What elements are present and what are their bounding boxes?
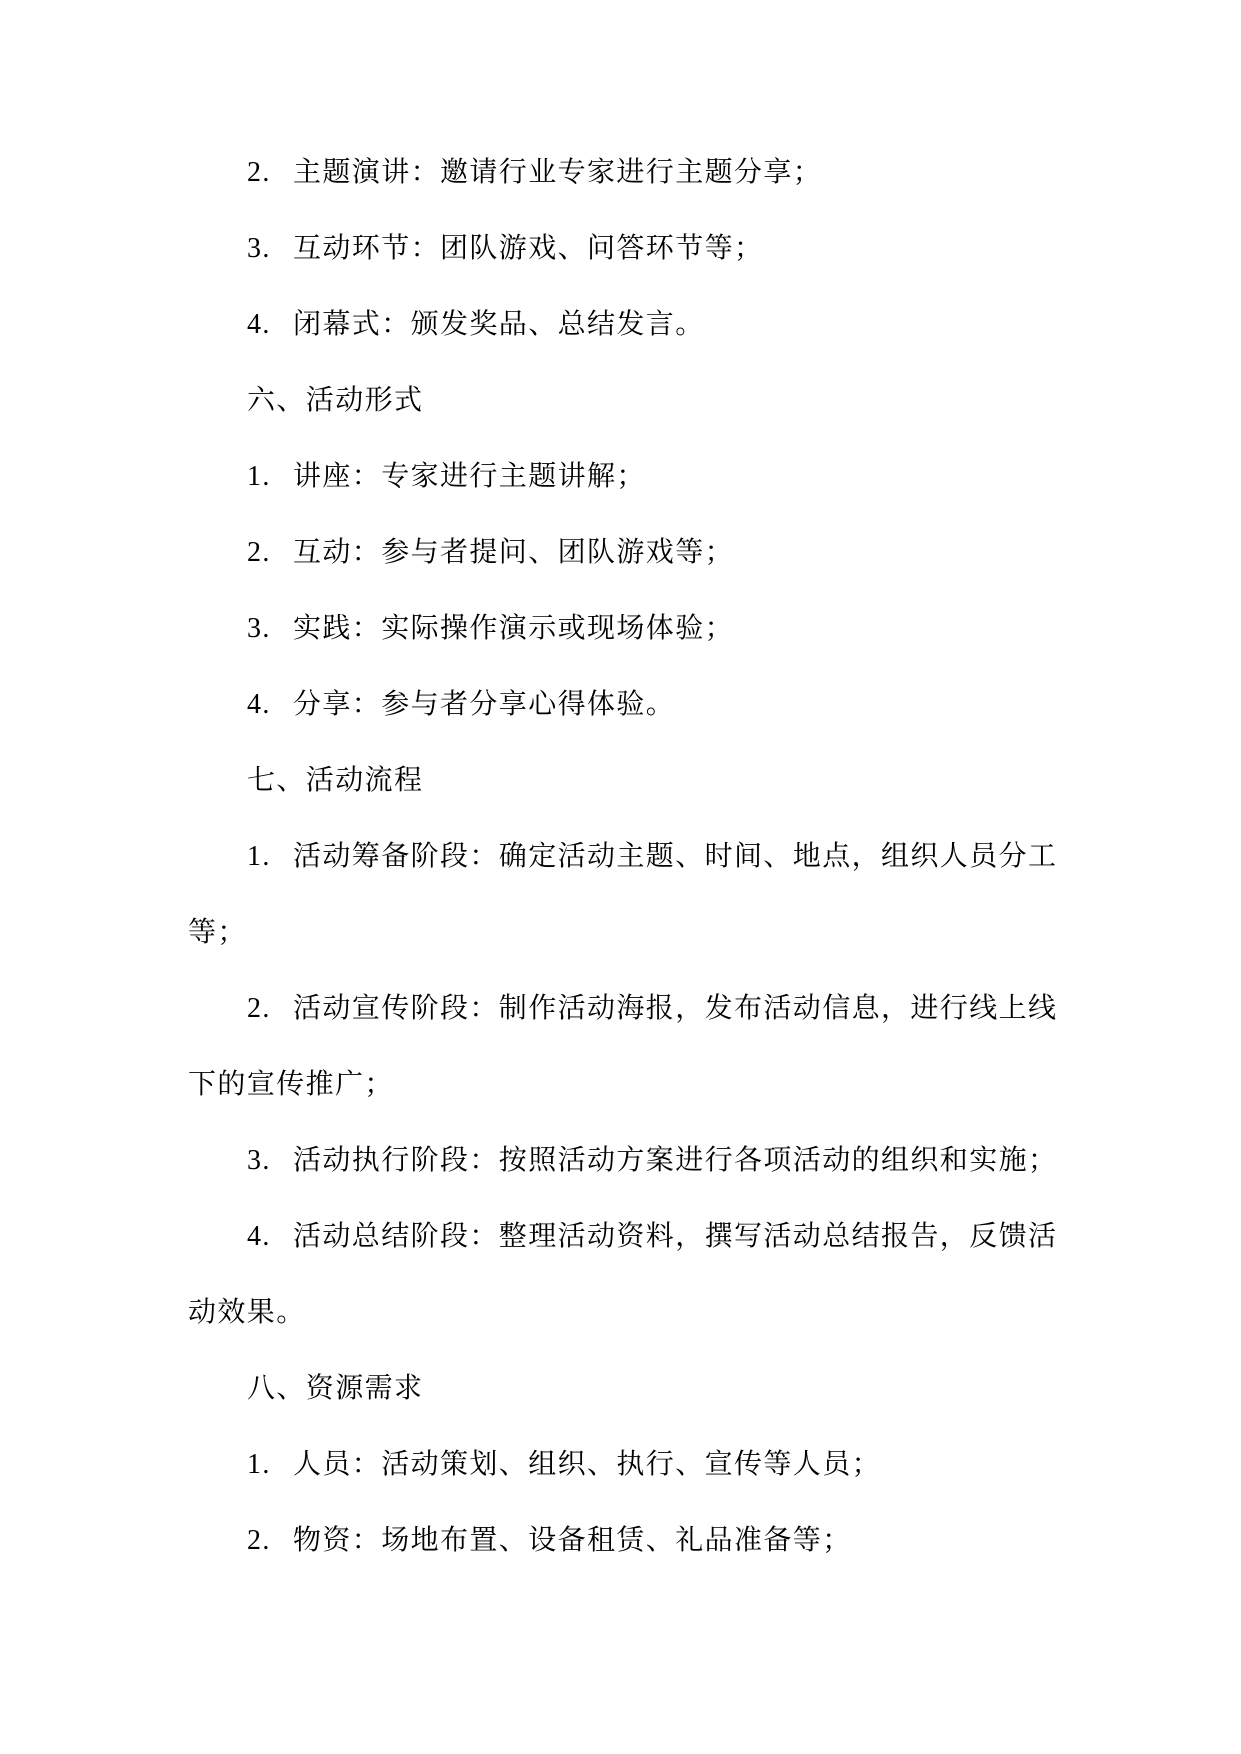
item-text: 活动总结阶段：整理活动资料，撰写活动总结报告，反馈活 bbox=[293, 1219, 1058, 1252]
agenda-item bbox=[247, 304, 705, 345]
list-item bbox=[247, 456, 646, 497]
list-item bbox=[247, 1444, 881, 1485]
item-number: 2. bbox=[247, 1525, 271, 1556]
list-item-continuation: 下的宣传推广； bbox=[188, 1067, 394, 1100]
item-text: 活动筹备阶段：确定活动主题、时间、地点，组织人员分工 bbox=[293, 839, 1058, 872]
list-item bbox=[247, 988, 1057, 1029]
section-heading: 七、活动流程 bbox=[247, 763, 424, 796]
item-text: 人员：活动策划、组织、执行、宣传等人员； bbox=[293, 1447, 882, 1480]
item-text: 闭幕式：颁发奖品、总结发言。 bbox=[293, 307, 705, 340]
list-item-continuation: 动效果。 bbox=[188, 1295, 306, 1328]
list-item bbox=[247, 608, 734, 649]
item-text: 活动执行阶段：按照活动方案进行各项活动的组织和实施； bbox=[293, 1143, 1058, 1176]
item-number: 2. bbox=[247, 993, 271, 1024]
item-number: 4. bbox=[247, 689, 271, 720]
item-number: 3. bbox=[247, 1145, 271, 1176]
item-number: 3. bbox=[247, 613, 271, 644]
item-text: 讲座：专家进行主题讲解； bbox=[293, 459, 646, 492]
list-item bbox=[247, 836, 1057, 877]
agenda-item bbox=[247, 152, 822, 193]
item-text: 互动环节：团队游戏、问答环节等； bbox=[293, 231, 764, 264]
list-item bbox=[247, 684, 675, 725]
item-text: 互动：参与者提问、团队游戏等； bbox=[293, 535, 735, 568]
agenda-item bbox=[247, 228, 763, 269]
item-text: 实践：实际操作演示或现场体验； bbox=[293, 611, 735, 644]
item-text: 活动宣传阶段：制作活动海报，发布活动信息，进行线上线 bbox=[293, 991, 1058, 1024]
item-number: 1. bbox=[247, 1449, 271, 1480]
item-number: 4. bbox=[247, 1221, 271, 1252]
list-item bbox=[247, 532, 734, 573]
list-item bbox=[247, 1520, 852, 1561]
item-number: 1. bbox=[247, 461, 271, 492]
item-text: 分享：参与者分享心得体验。 bbox=[293, 687, 676, 720]
item-text: 主题演讲：邀请行业专家进行主题分享； bbox=[293, 155, 823, 188]
item-number: 3. bbox=[247, 233, 271, 264]
item-number: 1. bbox=[247, 841, 271, 872]
item-number: 4. bbox=[247, 309, 271, 340]
item-number: 2. bbox=[247, 537, 271, 568]
section-heading: 八、资源需求 bbox=[247, 1371, 424, 1404]
item-text: 物资：场地布置、设备租赁、礼品准备等； bbox=[293, 1523, 852, 1556]
item-number: 2. bbox=[247, 157, 271, 188]
list-item bbox=[247, 1140, 1057, 1181]
list-item bbox=[247, 1216, 1057, 1257]
section-heading: 六、活动形式 bbox=[247, 383, 424, 416]
list-item-continuation: 等； bbox=[188, 915, 247, 948]
